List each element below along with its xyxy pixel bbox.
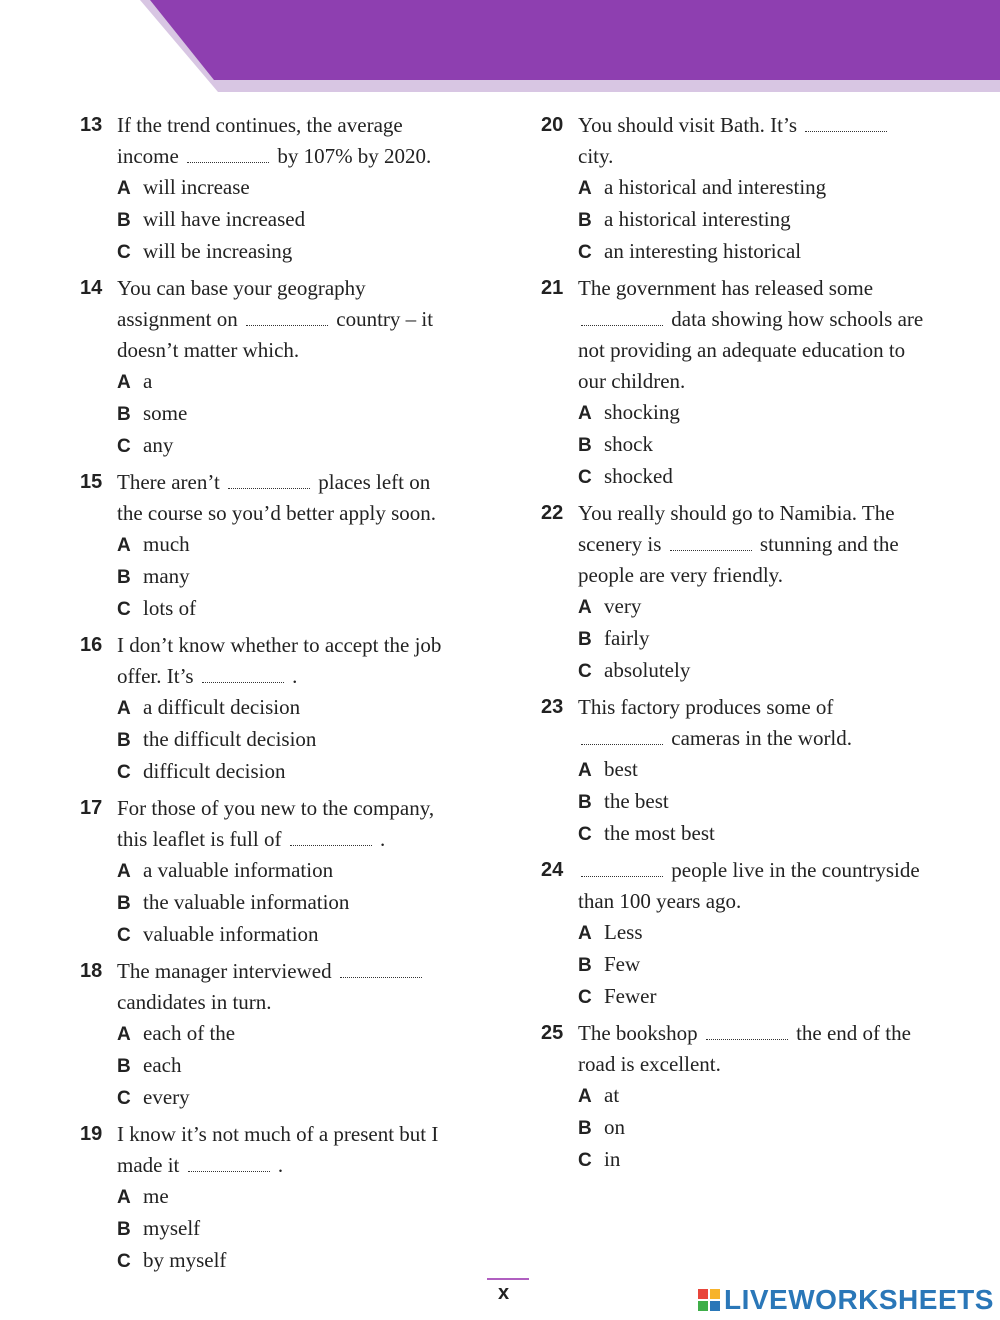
option-letter: A <box>578 597 592 618</box>
option-text: shocking <box>604 400 680 424</box>
question-text-segment: our children. <box>578 369 686 393</box>
option-letter: C <box>117 925 131 946</box>
option-letter: B <box>117 1219 131 1240</box>
question-text-segment: this leaflet is full of <box>117 827 287 851</box>
question-text-segment: . <box>272 1153 284 1177</box>
question-text-segment: the course so you’d better apply soon. <box>117 501 437 525</box>
answer-option-b[interactable] <box>578 949 961 981</box>
liveworksheets-logo[interactable] <box>698 1284 994 1316</box>
question-number: 14 <box>80 277 103 299</box>
answer-option-b[interactable] <box>578 1112 961 1144</box>
question-19 <box>80 1119 500 1277</box>
answer-option-b[interactable] <box>578 623 961 655</box>
answer-blank[interactable] <box>228 472 310 489</box>
question-text-segment: the end of the <box>790 1021 911 1045</box>
option-letter: A <box>117 861 131 882</box>
option-text: each of the <box>143 1021 236 1045</box>
answer-option-b[interactable] <box>117 561 500 593</box>
question-text-segment: doesn’t matter which. <box>117 338 300 362</box>
question-text <box>117 1119 500 1181</box>
option-letter: A <box>578 403 592 424</box>
question-text-segment: For those of you new to the company, <box>117 796 435 820</box>
question-line <box>117 824 500 855</box>
option-text: many <box>143 564 190 588</box>
answer-blank[interactable] <box>706 1023 788 1040</box>
logo-text: LIVEWORKSHEETS <box>724 1284 994 1315</box>
option-letter: C <box>578 987 592 1008</box>
question-17 <box>80 793 500 951</box>
question-text <box>117 110 500 172</box>
option-text: the difficult decision <box>143 727 317 751</box>
question-number: 17 <box>80 797 103 819</box>
answer-option-c[interactable] <box>117 1245 500 1277</box>
option-letter: A <box>578 923 592 944</box>
question-text-segment: . <box>286 664 298 688</box>
answer-option-a[interactable] <box>578 917 961 949</box>
footer-divider <box>487 1278 529 1280</box>
answer-blank[interactable] <box>670 534 752 551</box>
question-line <box>578 366 961 397</box>
question-line <box>117 273 500 304</box>
option-text: shock <box>604 432 653 456</box>
question-22 <box>541 498 961 687</box>
answer-option-c[interactable] <box>578 818 961 850</box>
question-text-segment: You can base your geography <box>117 276 366 300</box>
question-line <box>578 110 961 141</box>
answer-option-c[interactable] <box>117 236 500 268</box>
option-text: a valuable information <box>143 858 334 882</box>
question-text-segment: income <box>117 144 185 168</box>
option-letter: C <box>117 762 131 783</box>
answer-option-b[interactable] <box>117 887 500 919</box>
option-text: lots of <box>143 596 197 620</box>
option-letter: C <box>117 436 131 457</box>
answer-option-a[interactable] <box>117 529 500 561</box>
question-line <box>117 110 500 141</box>
answer-option-c[interactable] <box>578 655 961 687</box>
answer-option-a[interactable] <box>578 754 961 786</box>
option-text: the best <box>604 789 669 813</box>
answer-option-c[interactable] <box>578 236 961 268</box>
question-text-segment: This factory produces some of <box>578 695 834 719</box>
question-text-segment: . <box>374 827 386 851</box>
question-line <box>578 498 961 529</box>
answer-option-a[interactable] <box>578 397 961 429</box>
answer-option-a[interactable] <box>117 172 500 204</box>
option-letter: C <box>578 1150 592 1171</box>
question-number: 23 <box>541 696 564 718</box>
question-text-segment: You should visit Bath. It’s <box>578 113 803 137</box>
question-line <box>578 723 961 754</box>
answer-option-b[interactable] <box>117 724 500 756</box>
option-text: every <box>143 1085 190 1109</box>
option-text: best <box>604 757 638 781</box>
answer-option-c[interactable] <box>578 981 961 1013</box>
question-line <box>117 630 500 661</box>
answer-option-b[interactable] <box>578 204 961 236</box>
left-question-column <box>80 110 500 1282</box>
option-text: will be increasing <box>143 239 293 263</box>
question-text <box>117 630 500 692</box>
question-text-segment: candidates in turn. <box>117 990 272 1014</box>
question-line <box>117 956 500 987</box>
answer-blank[interactable] <box>581 860 663 877</box>
question-14 <box>80 273 500 462</box>
option-text: will have increased <box>143 207 306 231</box>
header-banner <box>0 0 1000 92</box>
question-16 <box>80 630 500 788</box>
answer-blank[interactable] <box>290 829 372 846</box>
question-text <box>117 273 500 366</box>
option-letter: A <box>117 1024 131 1045</box>
question-text-segment: cameras in the world. <box>666 726 853 750</box>
option-letter: B <box>578 792 592 813</box>
question-25 <box>541 1018 961 1176</box>
option-text: very <box>604 594 642 618</box>
option-text: difficult decision <box>143 759 286 783</box>
question-13 <box>80 110 500 268</box>
question-23 <box>541 692 961 850</box>
option-text: myself <box>143 1216 201 1240</box>
question-line <box>578 1018 961 1049</box>
question-text-segment: than 100 years ago. <box>578 889 742 913</box>
answer-blank[interactable] <box>187 146 269 163</box>
question-line <box>117 335 500 366</box>
question-number: 22 <box>541 502 564 524</box>
question-text <box>578 273 961 397</box>
question-24 <box>541 855 961 1013</box>
option-letter: C <box>117 1251 131 1272</box>
question-text-segment: people are very friendly. <box>578 563 784 587</box>
option-letter: B <box>117 404 131 425</box>
answer-option-c[interactable] <box>578 1144 961 1176</box>
question-text-segment: assignment on <box>117 307 243 331</box>
answer-option-b[interactable] <box>117 1050 500 1082</box>
answer-blank[interactable] <box>340 961 422 978</box>
option-letter: A <box>117 1187 131 1208</box>
option-letter: C <box>117 599 131 620</box>
question-line <box>578 304 961 335</box>
question-line <box>578 335 961 366</box>
answer-option-c[interactable] <box>117 756 500 788</box>
option-text: Less <box>604 920 643 944</box>
option-text: the most best <box>604 821 715 845</box>
option-letter: A <box>117 535 131 556</box>
question-text <box>578 498 961 591</box>
option-letter: B <box>117 730 131 751</box>
question-line <box>578 855 961 886</box>
option-letter: B <box>117 1056 131 1077</box>
option-text: valuable information <box>143 922 319 946</box>
question-text-segment: people live in the countryside <box>666 858 920 882</box>
answer-option-a[interactable] <box>117 692 500 724</box>
answer-option-b[interactable] <box>117 204 500 236</box>
option-text: some <box>143 401 188 425</box>
option-text: will increase <box>143 175 250 199</box>
question-text-segment: You really should go to Namibia. The <box>578 501 895 525</box>
question-number: 24 <box>541 859 564 881</box>
question-line <box>578 141 961 172</box>
answer-option-c[interactable] <box>117 1082 500 1114</box>
option-text: each <box>143 1053 182 1077</box>
question-line <box>578 560 961 591</box>
option-letter: A <box>578 1086 592 1107</box>
option-text: fairly <box>604 626 650 650</box>
question-line <box>117 304 500 335</box>
answer-option-c[interactable] <box>578 461 961 493</box>
question-text <box>117 467 500 529</box>
answer-option-b[interactable] <box>578 429 961 461</box>
option-text: by myself <box>143 1248 227 1272</box>
question-text-segment: offer. It’s <box>117 664 199 688</box>
option-text: absolutely <box>604 658 691 682</box>
option-letter: A <box>117 698 131 719</box>
question-line <box>578 273 961 304</box>
question-number: 18 <box>80 960 103 982</box>
option-text: Fewer <box>604 984 657 1008</box>
question-line <box>578 692 961 723</box>
question-text-segment: The manager interviewed <box>117 959 337 983</box>
question-text-segment: country – it <box>331 307 434 331</box>
answer-blank[interactable] <box>805 115 887 132</box>
question-number: 21 <box>541 277 564 299</box>
option-text: on <box>604 1115 625 1139</box>
option-letter: B <box>117 893 131 914</box>
option-text: Few <box>604 952 641 976</box>
question-20 <box>541 110 961 268</box>
option-text: a <box>143 369 153 393</box>
option-letter: B <box>578 435 592 456</box>
option-letter: C <box>578 661 592 682</box>
option-letter: A <box>578 178 592 199</box>
question-text <box>578 692 961 754</box>
option-letter: B <box>117 210 131 231</box>
answer-option-a[interactable] <box>117 1018 500 1050</box>
question-number: 15 <box>80 471 103 493</box>
question-text-segment: scenery is <box>578 532 667 556</box>
answer-option-a[interactable] <box>578 1080 961 1112</box>
option-letter: B <box>578 1118 592 1139</box>
option-text: much <box>143 532 190 556</box>
option-text: shocked <box>604 464 673 488</box>
page-number: x <box>498 1282 510 1304</box>
question-text-segment: I know it’s not much of a present but I <box>117 1122 439 1146</box>
logo-squares-icon <box>698 1289 720 1311</box>
question-text-segment: If the trend continues, the average <box>117 113 403 137</box>
question-text-segment: data showing how schools are <box>666 307 924 331</box>
question-text-segment: There aren’t <box>117 470 226 494</box>
question-18 <box>80 956 500 1114</box>
question-line <box>117 793 500 824</box>
answer-blank[interactable] <box>188 1155 270 1172</box>
option-letter: B <box>117 567 131 588</box>
option-letter: C <box>117 242 131 263</box>
question-text-segment: not providing an adequate education to <box>578 338 906 362</box>
right-question-column <box>541 110 961 1181</box>
question-number: 16 <box>80 634 103 656</box>
question-text-segment: I don’t know whether to accept the job <box>117 633 442 657</box>
option-letter: C <box>578 467 592 488</box>
answer-option-a[interactable] <box>578 591 961 623</box>
option-text: at <box>604 1083 620 1107</box>
question-21 <box>541 273 961 493</box>
answer-option-a[interactable] <box>117 855 500 887</box>
question-line <box>117 498 500 529</box>
answer-option-b[interactable] <box>117 398 500 430</box>
option-text: a difficult decision <box>143 695 301 719</box>
option-text: the valuable information <box>143 890 350 914</box>
answer-blank[interactable] <box>581 728 663 745</box>
option-letter: C <box>578 242 592 263</box>
question-number: 25 <box>541 1022 564 1044</box>
question-line <box>578 1049 961 1080</box>
question-line <box>117 141 500 172</box>
question-line <box>578 886 961 917</box>
option-text: in <box>604 1147 621 1171</box>
answer-option-b[interactable] <box>578 786 961 818</box>
question-text <box>578 855 961 917</box>
option-letter: C <box>578 824 592 845</box>
question-text-segment: The government has released some <box>578 276 874 300</box>
question-text <box>117 793 500 855</box>
question-text <box>578 1018 961 1080</box>
question-text <box>578 110 961 172</box>
answer-blank[interactable] <box>202 666 284 683</box>
option-letter: B <box>578 629 592 650</box>
answer-blank[interactable] <box>246 309 328 326</box>
option-letter: A <box>117 178 131 199</box>
question-number: 19 <box>80 1123 103 1145</box>
option-text: me <box>143 1184 169 1208</box>
answer-option-a[interactable] <box>578 172 961 204</box>
question-15 <box>80 467 500 625</box>
answer-option-c[interactable] <box>117 919 500 951</box>
question-text-segment: stunning and the <box>754 532 899 556</box>
option-letter: B <box>578 210 592 231</box>
question-text-segment: by 107% by 2020. <box>272 144 432 168</box>
answer-option-a[interactable] <box>117 1181 500 1213</box>
option-text: a historical and interesting <box>604 175 827 199</box>
option-letter: A <box>578 760 592 781</box>
option-text: a historical interesting <box>604 207 791 231</box>
question-text <box>117 956 500 1018</box>
option-text: an interesting historical <box>604 239 802 263</box>
option-letter: A <box>117 372 131 393</box>
question-text-segment: made it <box>117 1153 185 1177</box>
question-line <box>117 1150 500 1181</box>
question-number: 20 <box>541 114 564 136</box>
question-text-segment: city. <box>578 144 614 168</box>
question-text-segment: places left on <box>313 470 431 494</box>
question-line <box>578 529 961 560</box>
question-text-segment: road is excellent. <box>578 1052 721 1076</box>
answer-option-c[interactable] <box>117 430 500 462</box>
answer-blank[interactable] <box>581 309 663 326</box>
question-text-segment: The bookshop <box>578 1021 703 1045</box>
question-line <box>117 467 500 498</box>
answer-option-c[interactable] <box>117 593 500 625</box>
answer-option-a[interactable] <box>117 366 500 398</box>
question-line <box>117 987 500 1018</box>
question-line <box>117 661 500 692</box>
answer-option-b[interactable] <box>117 1213 500 1245</box>
question-number: 13 <box>80 114 103 136</box>
question-line <box>117 1119 500 1150</box>
option-letter: C <box>117 1088 131 1109</box>
option-text: any <box>143 433 174 457</box>
option-letter: B <box>578 955 592 976</box>
